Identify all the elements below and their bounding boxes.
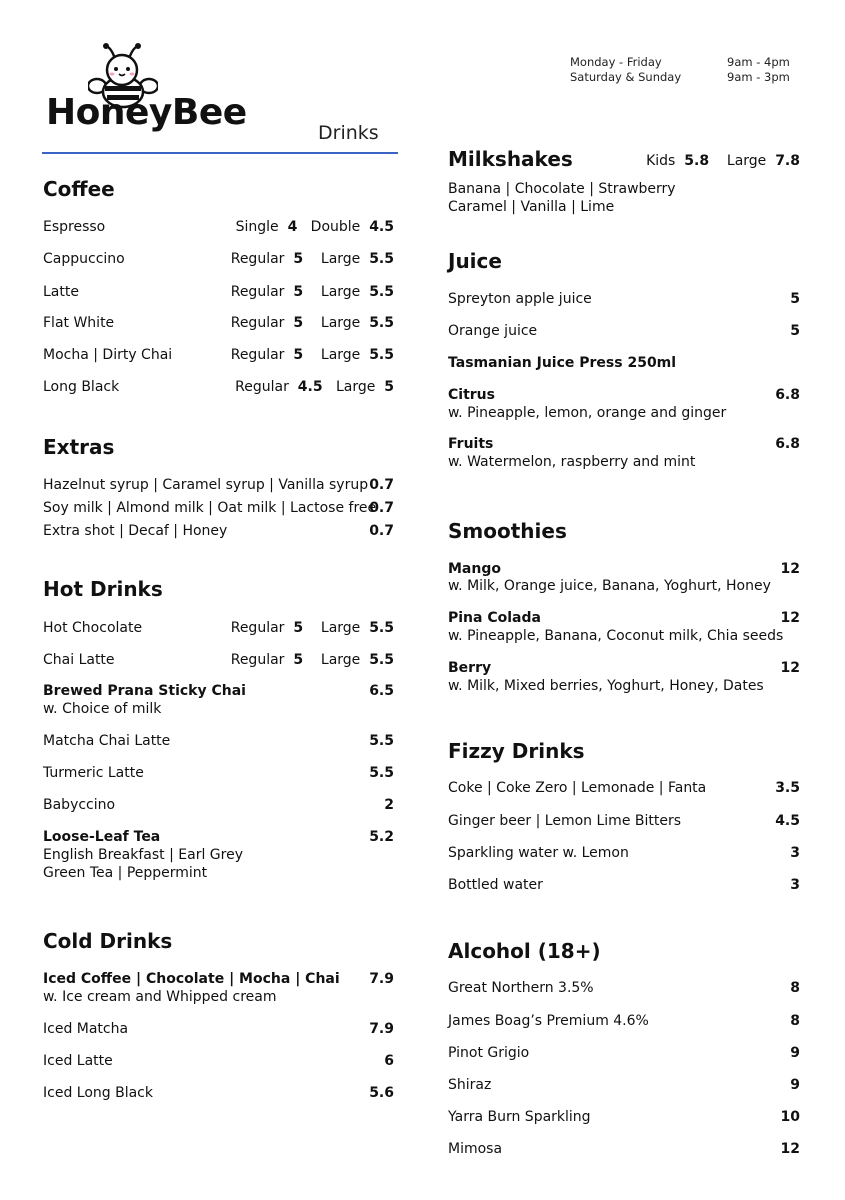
menu-item-name: Bottled water <box>448 877 543 893</box>
section-title-alcohol: Alcohol (18+) <box>448 939 601 963</box>
juice-press-heading: Tasmanian Juice Press 250ml <box>448 355 677 371</box>
size-price-pair <box>231 652 394 668</box>
menu-item-name: Long Black <box>43 379 120 395</box>
price: 10 <box>780 1109 800 1125</box>
price: 5 <box>293 251 304 267</box>
menu-item-name: Cappuccino <box>43 251 125 267</box>
price: 6.8 <box>775 387 800 403</box>
size-price-pair <box>231 251 394 267</box>
price: 5 <box>293 284 304 300</box>
size-label: Kids <box>646 153 676 169</box>
menu-item-name: Citrus <box>448 387 495 403</box>
price: 5 <box>790 291 800 307</box>
size-label: Double <box>310 219 361 235</box>
price: 12 <box>780 660 800 676</box>
price: 0.7 <box>369 477 394 493</box>
price: 9 <box>790 1045 800 1061</box>
menu-item-name: Espresso <box>43 219 106 235</box>
menu-item-desc: w. Milk, Mixed berries, Yoghurt, Honey, Dates <box>448 678 764 694</box>
size-label: Single <box>235 219 279 235</box>
price: 9 <box>790 1077 800 1093</box>
menu-item-name: Sparkling water w. Lemon <box>448 845 629 861</box>
menu-item-name: Hazelnut syrup | Caramel syrup | Vanilla syrup <box>43 477 369 493</box>
hours-time-weekend: 9am - 3pm <box>727 70 790 84</box>
menu-item-name: Chai Latte <box>43 652 115 668</box>
size-label: Large <box>320 315 361 331</box>
menu-item-desc: English Breakfast | Earl Grey <box>43 847 243 863</box>
price: 5.5 <box>369 733 394 749</box>
size-label: Large <box>335 379 376 395</box>
price: 5.5 <box>369 284 394 300</box>
size-label: Large <box>320 347 361 363</box>
size-price-pair <box>235 379 394 395</box>
menu-item-name: Berry <box>448 660 492 676</box>
price: 2 <box>384 797 394 813</box>
price: 5.5 <box>369 251 394 267</box>
hours-time-weekday: 9am - 4pm <box>727 55 790 69</box>
price: 5.2 <box>369 829 394 845</box>
size-label: Large <box>320 251 361 267</box>
menu-item-name: Pinot Grigio <box>448 1045 530 1061</box>
menu-item-name: Loose-Leaf Tea <box>43 829 161 845</box>
size-label: Large <box>320 620 361 636</box>
menu-item-name: Matcha Chai Latte <box>43 733 171 749</box>
price: 4 <box>287 219 298 235</box>
size-label: Regular <box>230 347 285 363</box>
price: 6 <box>384 1053 394 1069</box>
price: 6.8 <box>775 436 800 452</box>
size-label: Regular <box>230 620 285 636</box>
menu-item-name: Mimosa <box>448 1141 503 1157</box>
price: 8 <box>790 980 800 996</box>
menu-item-name: Turmeric Latte <box>43 765 144 781</box>
price: 5 <box>293 652 304 668</box>
section-title-hot-drinks: Hot Drinks <box>43 577 163 601</box>
price: 7.9 <box>369 1021 394 1037</box>
menu-item-name: James Boag’s Premium 4.6% <box>448 1013 649 1029</box>
size-label: Large <box>320 284 361 300</box>
menu-item-name: Fruits <box>448 436 494 452</box>
price: 12 <box>780 1141 800 1157</box>
size-label: Regular <box>230 284 285 300</box>
menu-item-name: Brewed Prana Sticky Chai <box>43 683 246 699</box>
menu-item-name: Iced Latte <box>43 1053 113 1069</box>
menu-item-desc: w. Pineapple, Banana, Coconut milk, Chia seeds <box>448 628 784 644</box>
menu-item-name: Yarra Burn Sparkling <box>448 1109 591 1125</box>
menu-item-name: Hot Chocolate <box>43 620 143 636</box>
size-label: Regular <box>230 652 285 668</box>
menu-item-name: Orange juice <box>448 323 538 339</box>
price: 6.5 <box>369 683 394 699</box>
menu-item-name: Latte <box>43 284 79 300</box>
menu-item-name: Extra shot | Decaf | Honey <box>43 523 228 539</box>
menu-item-name: Spreyton apple juice <box>448 291 592 307</box>
price: 0.7 <box>369 500 394 516</box>
menu-item-name: Soy milk | Almond milk | Oat milk | Lactose free <box>43 500 377 516</box>
size-price-pair <box>231 347 394 363</box>
size-price-pair <box>231 315 394 331</box>
section-title-fizzy-drinks: Fizzy Drinks <box>448 739 585 763</box>
price: 5.6 <box>369 1085 394 1101</box>
menu-item-desc: w. Choice of milk <box>43 701 162 717</box>
price: 3 <box>790 877 800 893</box>
section-title-extras: Extras <box>43 435 115 459</box>
menu-item-name: Mocha | Dirty Chai <box>43 347 173 363</box>
menu-item-name: Iced Long Black <box>43 1085 153 1101</box>
price: 3 <box>790 845 800 861</box>
section-title-milkshakes: Milkshakes <box>448 147 573 171</box>
price: 5 <box>384 379 394 395</box>
menu-item-desc: Caramel | Vanilla | Lime <box>448 199 615 215</box>
price: 7.9 <box>369 971 394 987</box>
menu-item-desc: Green Tea | Peppermint <box>43 865 208 881</box>
size-label: Regular <box>235 379 289 395</box>
price: 5 <box>790 323 800 339</box>
section-title-cold-drinks: Cold Drinks <box>43 929 173 953</box>
size-label: Large <box>726 153 767 169</box>
menu-item-name: Great Northern 3.5% <box>448 980 594 996</box>
menu-item-name: Pina Colada <box>448 610 541 626</box>
size-price-pair <box>646 153 800 169</box>
header-divider <box>42 152 398 154</box>
price: 4.5 <box>369 219 394 235</box>
price: 12 <box>780 610 800 626</box>
price: 5 <box>293 620 304 636</box>
price: 4.5 <box>775 813 800 829</box>
size-price-pair <box>231 284 394 300</box>
menu-item-name: Iced Matcha <box>43 1021 129 1037</box>
price: 5 <box>293 347 304 363</box>
section-title-smoothies: Smoothies <box>448 519 567 543</box>
price: 3.5 <box>775 780 800 796</box>
price: 5.5 <box>369 765 394 781</box>
size-label: Regular <box>230 315 285 331</box>
price: 5.5 <box>369 347 394 363</box>
page-subtitle: Drinks <box>318 122 379 144</box>
menu-item-name: Iced Coffee | Chocolate | Mocha | Chai <box>43 971 340 987</box>
menu-item-name: Babyccino <box>43 797 116 813</box>
size-price-pair <box>236 219 394 235</box>
price: 4.5 <box>297 379 323 395</box>
menu-item-name: Ginger beer | Lemon Lime Bitters <box>448 813 682 829</box>
menu-item-desc: w. Milk, Orange juice, Banana, Yoghurt, Honey <box>448 578 771 594</box>
price: 5.5 <box>369 652 394 668</box>
menu-item-desc: w. Watermelon, raspberry and mint <box>448 454 696 470</box>
price: 5.5 <box>369 620 394 636</box>
size-price-pair <box>231 620 394 636</box>
menu-item-desc: Banana | Chocolate | Strawberry <box>448 181 676 197</box>
size-label: Large <box>320 652 361 668</box>
price: 12 <box>780 561 800 577</box>
menu-item-name: Coke | Coke Zero | Lemonade | Fanta <box>448 780 707 796</box>
section-title-coffee: Coffee <box>43 177 115 201</box>
hours-days-weekday: Monday - Friday <box>570 55 662 69</box>
price: 5.8 <box>684 153 710 169</box>
size-label: Regular <box>230 251 285 267</box>
price: 5 <box>293 315 304 331</box>
section-title-juice: Juice <box>448 249 502 273</box>
price: 8 <box>790 1013 800 1029</box>
price: 7.8 <box>775 153 800 169</box>
price: 0.7 <box>369 523 394 539</box>
menu-item-desc: w. Pineapple, lemon, orange and ginger <box>448 405 727 421</box>
menu-item-name: Flat White <box>43 315 115 331</box>
menu-item-name: Mango <box>448 561 501 577</box>
price: 5.5 <box>369 315 394 331</box>
hours-days-weekend: Saturday & Sunday <box>570 70 682 84</box>
menu-item-name: Shiraz <box>448 1077 492 1093</box>
brand-logo-text: HoneyBee <box>46 92 247 133</box>
menu-item-desc: w. Ice cream and Whipped cream <box>43 989 277 1005</box>
